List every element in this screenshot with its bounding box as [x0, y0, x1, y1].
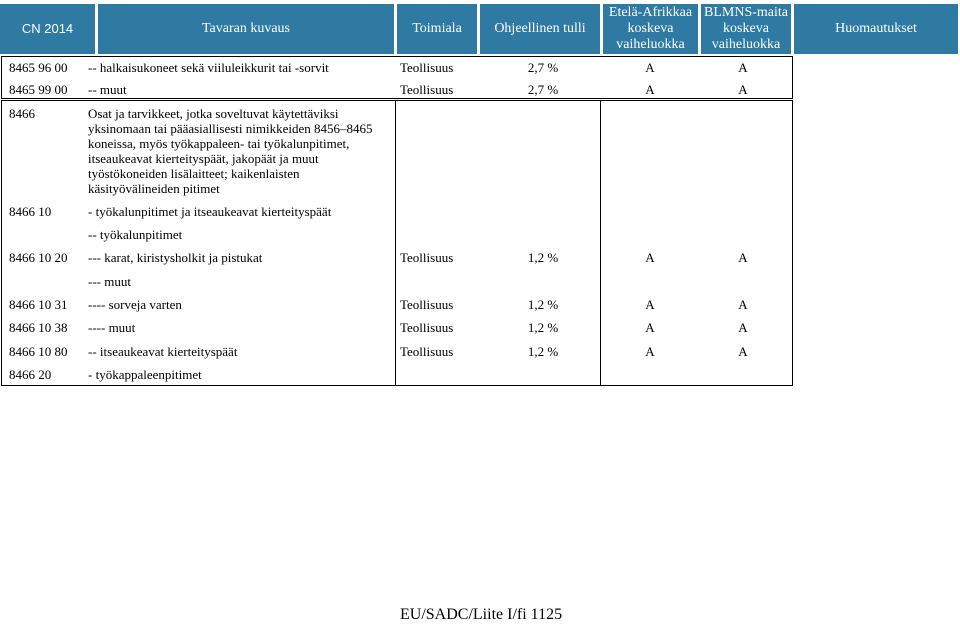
row-sector: Teollisuus [400, 60, 454, 75]
row-code: 8466 10 80 [9, 344, 68, 359]
row-sector: Teollisuus [400, 250, 454, 265]
table-row [0, 293, 960, 317]
table-row [0, 363, 960, 387]
row-sector: Teollisuus [400, 320, 454, 335]
row-code: 8465 96 00 [9, 60, 68, 75]
table-row [0, 78, 960, 102]
row-blmns: A [738, 344, 748, 359]
table-row [0, 200, 960, 224]
page-footer: EU/SADC/Liite I/fi 1125 [400, 606, 563, 623]
table-row [0, 316, 960, 340]
row-code: 8466 20 [9, 367, 52, 382]
row-description: --- muut [88, 274, 131, 289]
row-blmns: A [738, 60, 748, 75]
heading-code: 8466 [9, 106, 35, 121]
row-description: --- karat, kiristysholkit ja pistukat [88, 250, 263, 265]
row-description: ---- muut [88, 320, 136, 335]
table-row [0, 56, 960, 80]
row-south-africa: A [645, 250, 655, 265]
row-description: -- muut [88, 82, 127, 97]
heading-line: työstökoneiden lisälaitteet; kaikenlaisten [88, 166, 300, 181]
row-description: -- työkalunpitimet [88, 227, 183, 242]
row-code: 8466 10 31 [9, 297, 68, 312]
row-blmns: A [738, 320, 748, 335]
row-rate: 2,7 % [527, 82, 559, 97]
row-code: 8466 10 [9, 204, 52, 219]
header-description: Tavaran kuvaus [98, 4, 394, 54]
header-south-africa-line: koskeva [627, 21, 674, 36]
row-blmns: A [738, 82, 748, 97]
row-sector: Teollisuus [400, 344, 454, 359]
header-blmns-line: BLMNS-maita [704, 5, 788, 20]
table-row [0, 340, 960, 364]
header-ref-duty: Ohjeellinen tulli [480, 4, 600, 54]
header-blmns-line: vaiheluokka [711, 37, 781, 52]
header-blmns-line: koskeva [723, 21, 769, 36]
row-south-africa: A [645, 320, 655, 335]
row-blmns: A [738, 297, 748, 312]
table-row [0, 223, 960, 247]
row-rate: 1,2 % [527, 250, 559, 265]
row-rate: 1,2 % [527, 320, 559, 335]
table-row [0, 270, 960, 294]
row-south-africa: A [645, 82, 655, 97]
header-notes: Huomautukset [794, 4, 958, 54]
row-south-africa: A [645, 297, 655, 312]
header-sector: Toimiala [397, 4, 477, 54]
row-description: ---- sorveja varten [88, 297, 182, 312]
row-rate: 1,2 % [527, 297, 559, 312]
heading-line: itseaukeavat kierteityspäät, jakopäät ja muut [88, 151, 319, 166]
heading-line: Osat ja tarvikkeet, jotka soveltuvat käytettäviksi [88, 106, 339, 121]
row-south-africa: A [645, 60, 655, 75]
header-blmns [701, 4, 791, 54]
heading-line: koneissa, myös työkappaleen- tai työkalunpitimet, [88, 136, 350, 151]
row-code: 8466 10 38 [9, 320, 68, 335]
header-cn: CN 2014 [0, 4, 95, 54]
row-rate: 2,7 % [527, 60, 559, 75]
row-code: 8465 99 00 [9, 82, 68, 97]
row-blmns: A [738, 250, 748, 265]
row-code: 8466 10 20 [9, 250, 68, 265]
row-sector: Teollisuus [400, 82, 454, 97]
heading-description [88, 106, 388, 196]
row-description: -- halkaisukoneet sekä viiluleikkurit tai -sorvit [88, 60, 329, 75]
row-sector: Teollisuus [400, 297, 454, 312]
header-south-africa-line: vaiheluokka [616, 37, 685, 52]
row-rate: 1,2 % [527, 344, 559, 359]
header-south-africa [603, 4, 698, 54]
heading-line: käsityövälineiden pitimet [88, 181, 220, 196]
heading-line: yksinomaan tai pääasiallisesti nimikkeiden 8456–8465 [88, 121, 373, 136]
row-description: - työkappaleenpitimet [88, 367, 202, 382]
row-description: - työkalunpitimet ja itseaukeavat kierteityspäät [88, 204, 332, 219]
table-row [0, 246, 960, 270]
row-description: -- itseaukeavat kierteityspäät [88, 344, 238, 359]
header-south-africa-line: Etelä-Afrikkaa [608, 5, 693, 20]
row-south-africa: A [645, 344, 655, 359]
